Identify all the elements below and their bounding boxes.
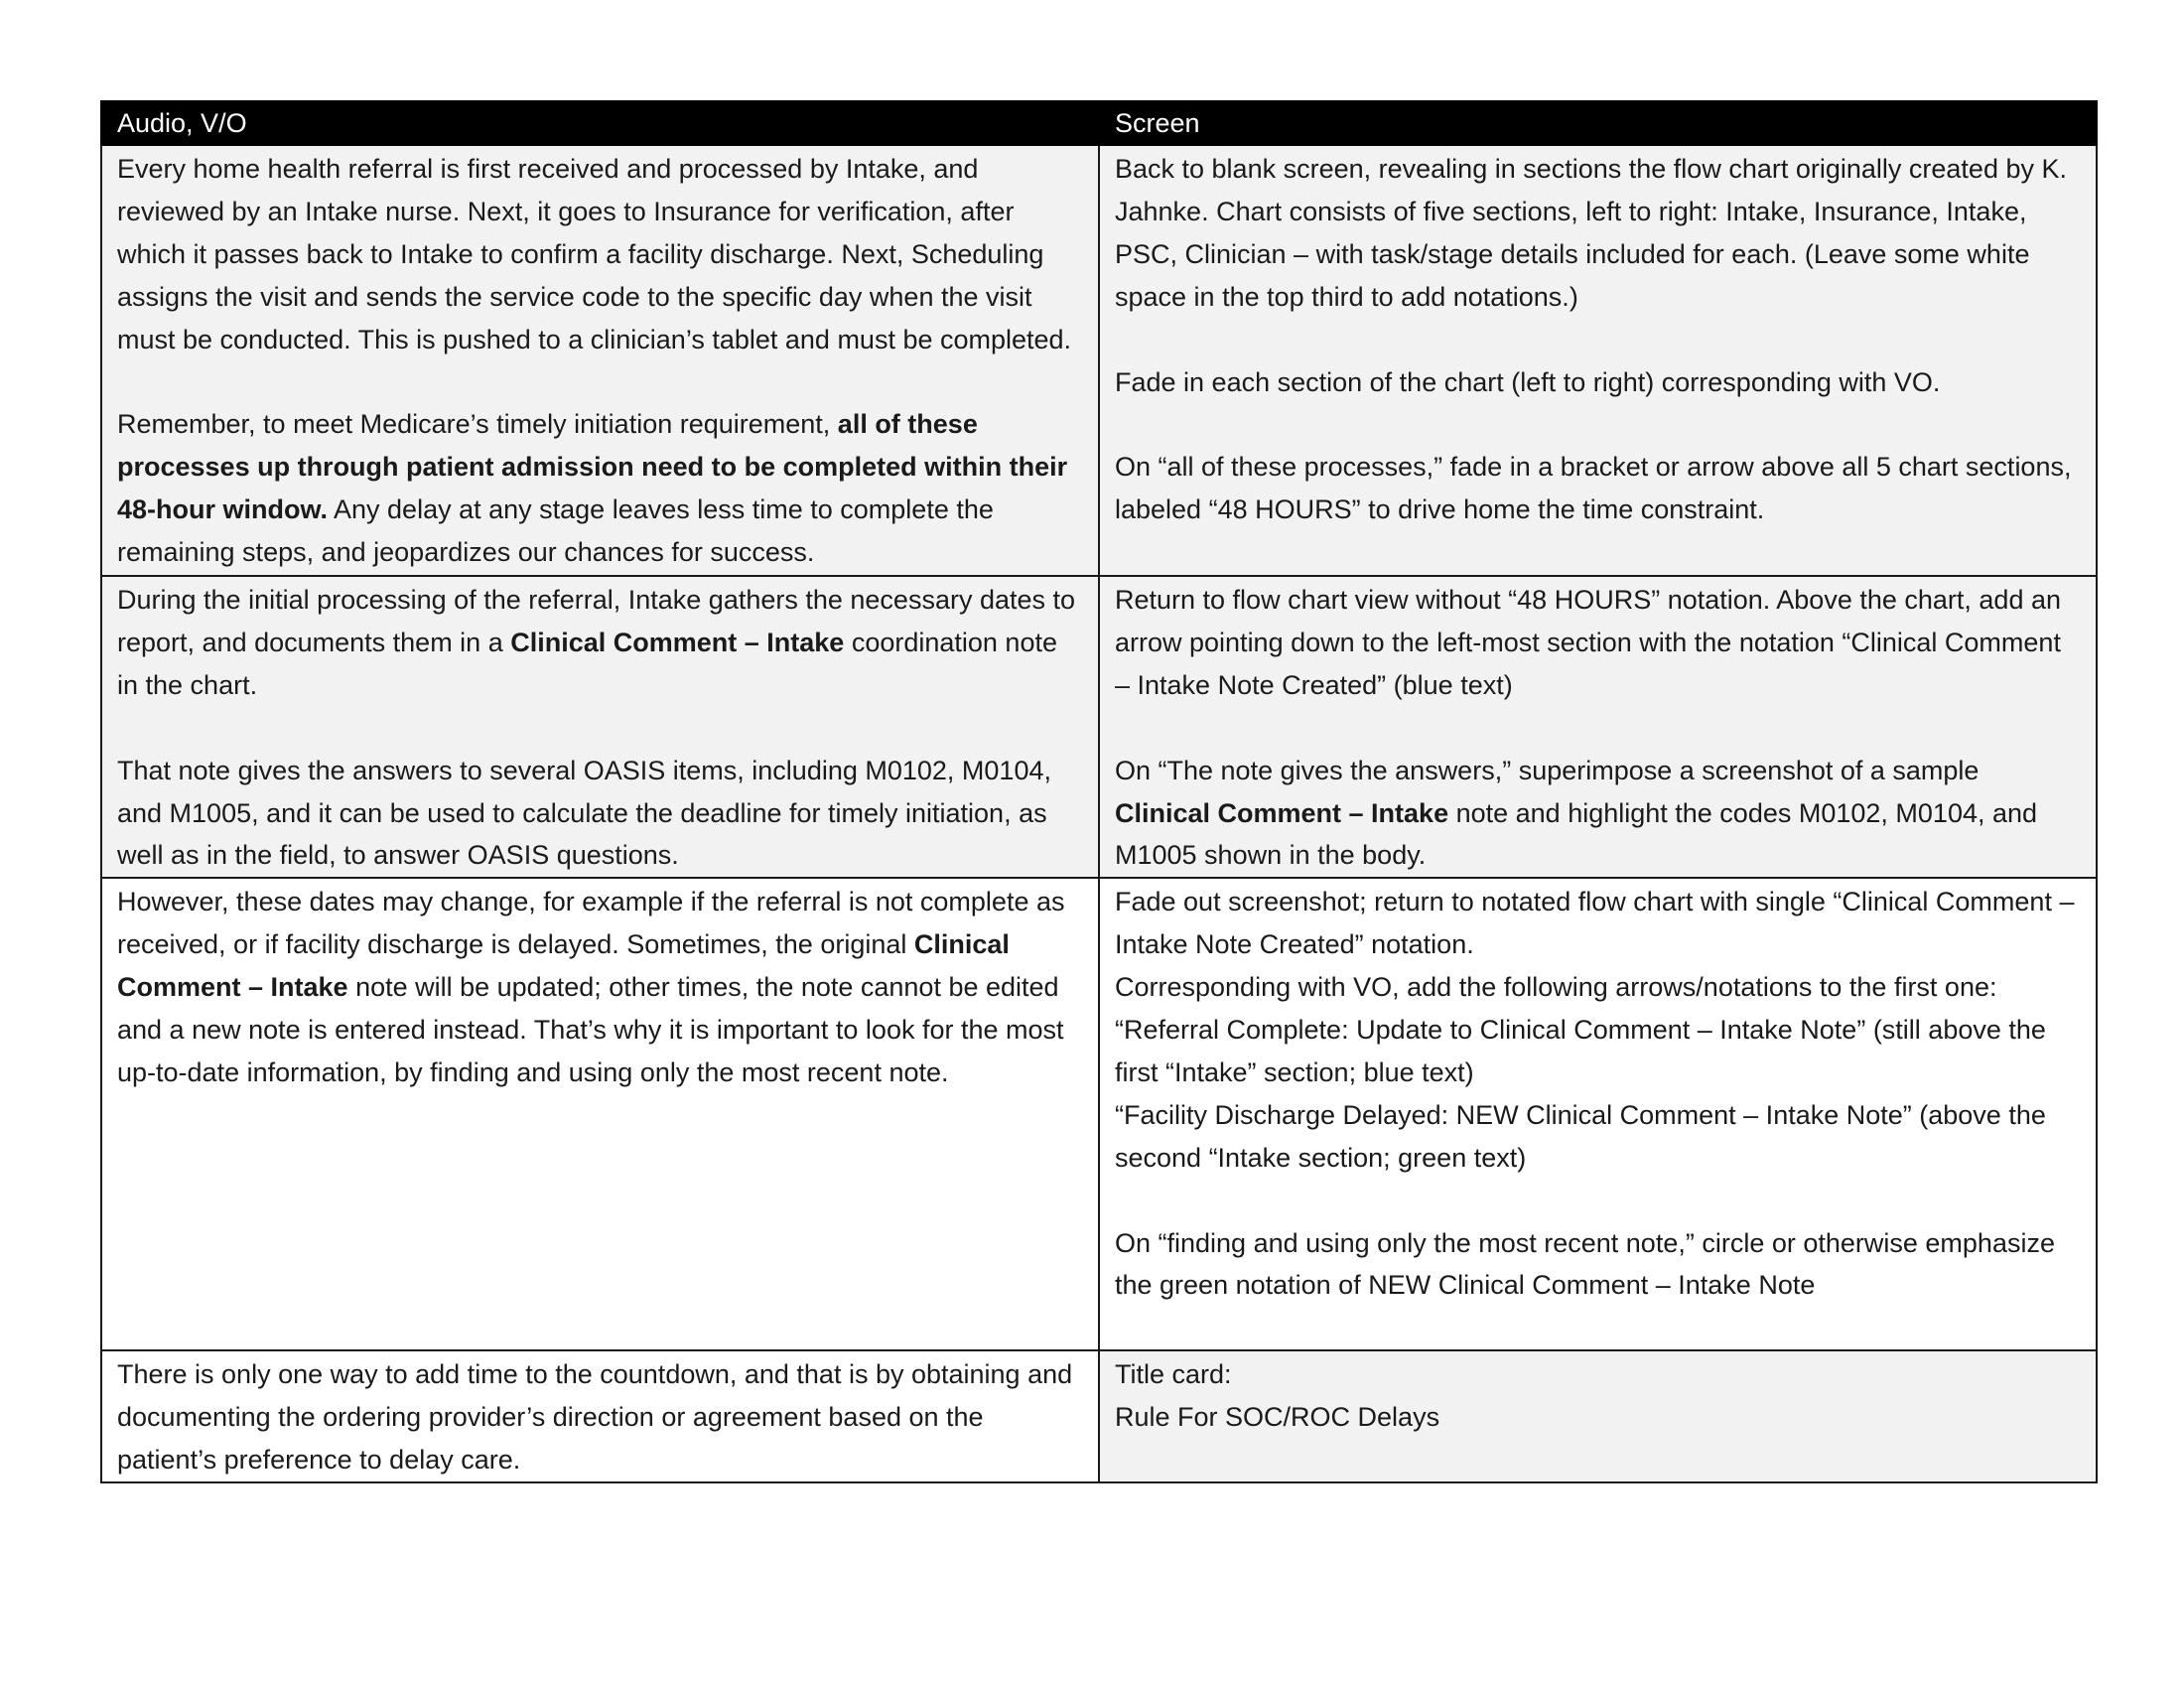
paragraph: Title card:: [1115, 1359, 1232, 1390]
paragraph: Fade out screenshot; return to notated flow chart with single “Clinical Comment – Intake Note Created” notation.: [1115, 887, 2075, 960]
paragraph: Corresponding with VO, add the following arrows/notations to the first one:: [1115, 972, 1997, 1003]
paragraph: Fade in each section of the chart (left to right) corresponding with VO.: [1115, 366, 1941, 397]
text-run: note will be updated; other times, the note cannot be edited and a new note is entered instead. That’s why it is important to look for the most up-to-date information, by finding and using only the most recent note.: [117, 972, 1064, 1087]
table-row: [101, 1350, 2097, 1482]
screen-cell: [1099, 145, 2097, 576]
header-audio: Audio, V/O: [101, 101, 1099, 145]
paragraph: Back to blank screen, revealing in sections the flow chart originally created by K. Jahnke. Chart consists of five sections, left to right: Intake, Insurance, Intake, PSC, Clinician – with task/stage details included for each. (Leave some white space in the top third to add notations.): [1115, 154, 2067, 312]
emphasis-text: all of these processes up through patient admission need to be completed within their 48-hour window.: [117, 409, 1068, 525]
audio-cell: [101, 576, 1099, 878]
emphasis-text: Clinical Comment – Intake: [1115, 797, 1449, 828]
paragraph: “Facility Discharge Delayed: NEW Clinical Comment – Intake Note” (above the second “Intake section; green text): [1115, 1099, 2046, 1173]
emphasis-text: Clinical Comment – Intake: [510, 627, 845, 657]
paragraph: [117, 881, 1083, 1094]
text-run: Remember, to meet Medicare’s timely initiation requirement,: [117, 409, 838, 440]
paragraph: That note gives the answers to several OASIS items, including M0102, M0104, and M1005, and it can be used to calculate the deadline for timely initiation, as well as in the field, to answer OASIS questions.: [117, 755, 1051, 871]
paragraph: “Referral Complete: Update to Clinical Comment – Intake Note” (still above the first “Intake” section; blue text): [1115, 1015, 2046, 1087]
table-row: [101, 576, 2097, 878]
script-table: [100, 100, 2098, 1483]
screen-cell: [1099, 1350, 2097, 1482]
text-run: During the initial processing of the referral, Intake gathers the necessary dates to report, and documents them in a: [117, 585, 1076, 657]
paragraph: [1115, 750, 2081, 878]
text-run: On “The note gives the answers,” superimpose a screenshot of a sample: [1115, 755, 1979, 785]
screen-cell: [1099, 878, 2097, 1350]
audio-cell: [101, 878, 1099, 1350]
paragraph: [117, 579, 1083, 707]
paragraph: Return to flow chart view without “48 HOURS” notation. Above the chart, add an arrow pointing down to the left-most section with the notation “Clinical Comment – Intake Note Created” (blue text): [1115, 585, 2061, 700]
paragraph: Every home health referral is first received and processed by Intake, and reviewed by an Intake nurse. Next, it goes to Insurance for verification, after which it passes back to Intake to confirm a facility discharge. Next, Scheduling assigns the visit and sends the service code to the specific day when the visit must be conducted. This is pushed to a clinician’s tablet and must be completed.: [117, 154, 1072, 354]
text-run: note and highlight the codes M0102, M0104, and M1005 shown in the body.: [1115, 797, 2038, 871]
audio-cell: [101, 145, 1099, 576]
audio-cell: [101, 1350, 1099, 1482]
table-row: [101, 878, 2097, 1350]
header-screen: Screen: [1099, 101, 2097, 145]
screen-cell: [1099, 576, 2097, 878]
paragraph: There is only one way to add time to the countdown, and that is by obtaining and documenting the ordering provider’s direction or agreement based on the patient’s preference to delay care.: [117, 1359, 1073, 1476]
header-row: [101, 101, 2097, 145]
paragraph: Rule For SOC/ROC Delays: [1115, 1402, 1440, 1433]
paragraph: On “all of these processes,” fade in a bracket or arrow above all 5 chart sections, labeled “48 HOURS” to drive home the time constraint.: [1115, 452, 2072, 525]
paragraph: On “finding and using only the most recent note,” circle or otherwise emphasize the green notation of NEW Clinical Comment – Intake Note: [1115, 1227, 2055, 1301]
paragraph: [117, 403, 1083, 574]
emphasis-text: Clinical Comment – Intake: [117, 929, 1010, 1003]
text-run: coordination note in the chart.: [117, 627, 1057, 700]
text-run: Any delay at any stage leaves less time to complete the remaining steps, and jeopardizes our chances for success.: [117, 494, 994, 568]
text-run: However, these dates may change, for example if the referral is not complete as received, or if facility discharge is delayed. Sometimes, the original: [117, 887, 1065, 960]
table-row: [101, 145, 2097, 576]
